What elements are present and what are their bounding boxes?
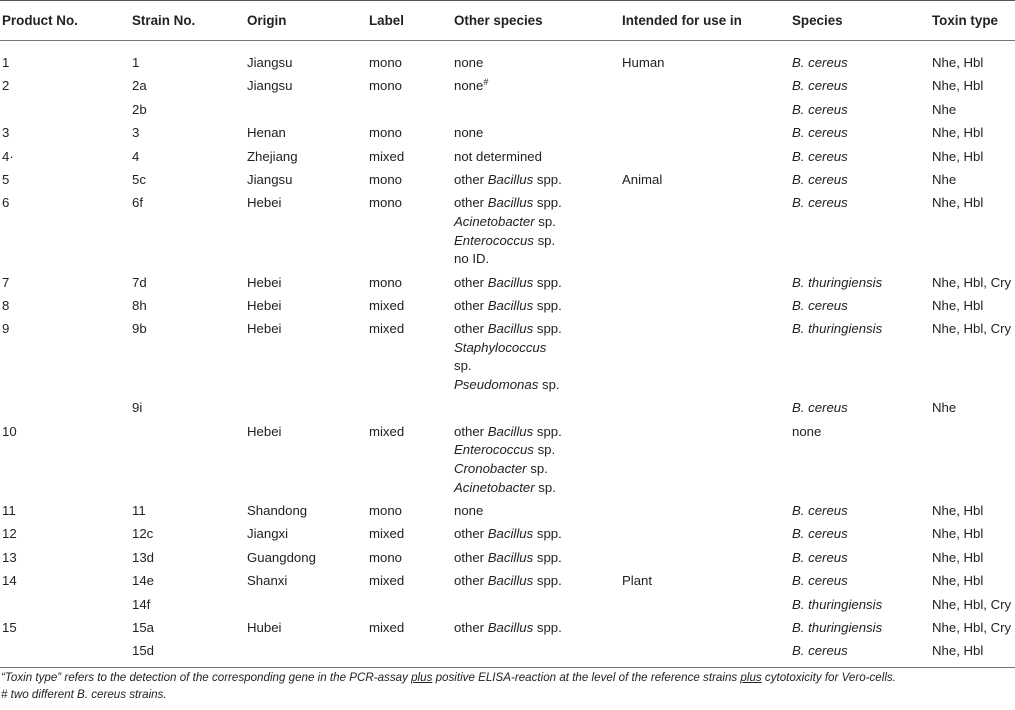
other-species-text: spp. <box>533 297 562 313</box>
origin-cell: Henan <box>247 125 286 141</box>
table-row <box>0 101 1015 124</box>
table-row <box>0 148 1015 171</box>
other-species-text: other <box>454 274 488 290</box>
species-cell: B. cereus <box>792 195 848 211</box>
intended-use-cell <box>620 502 790 525</box>
header-label: Label <box>367 1 452 41</box>
table-row <box>0 320 1015 399</box>
other-species-line <box>454 339 620 358</box>
intended-use-cell <box>620 101 790 124</box>
toxin-type-cell: Nhe, Hbl, Cry <box>932 619 1012 635</box>
other-species-text: Bacillus <box>487 549 534 565</box>
other-species-text: Pseudomonas <box>454 377 539 393</box>
intended-use-cell <box>620 77 790 100</box>
other-species-text: other <box>454 195 488 211</box>
other-species-text: none <box>454 55 484 70</box>
strain-no-cell: 15d <box>130 642 245 667</box>
origin-cell: Jiangsu <box>247 55 293 70</box>
header-species: Species <box>790 1 930 41</box>
strain-no-cell: 1 <box>132 55 140 70</box>
origin-cell: Jiangsu <box>247 171 293 187</box>
label-cell: mono <box>369 195 402 211</box>
other-species-line <box>454 194 620 213</box>
product-no-cell: 5 <box>2 171 10 187</box>
other-species-cell <box>452 619 620 642</box>
intended-use-cell <box>620 399 790 422</box>
label-cell: mixed <box>369 423 405 439</box>
product-no-cell: 2 <box>2 78 10 94</box>
table-row <box>0 297 1015 320</box>
label-cell: mixed <box>369 148 405 164</box>
other-species-cell <box>452 148 620 171</box>
table-row <box>0 549 1015 572</box>
footnote-line-1 <box>1 669 896 686</box>
footnote-line-2: # two different B. cereus strains. <box>1 688 167 701</box>
table-row <box>0 77 1015 100</box>
other-species-line <box>454 250 620 269</box>
table-row <box>0 525 1015 548</box>
species-cell: B. cereus <box>792 125 848 141</box>
table-row <box>0 502 1015 525</box>
toxin-type-cell: Nhe, Hbl <box>932 195 984 211</box>
other-species-cell <box>452 194 620 273</box>
other-species-text: Bacillus <box>487 274 534 290</box>
other-species-text: none <box>454 78 484 94</box>
intended-use-cell <box>620 642 790 667</box>
species-cell: B. thuringiensis <box>792 619 883 635</box>
species-cell: B. thuringiensis <box>792 274 883 290</box>
other-species-text: Enterococcus <box>454 232 534 248</box>
origin-cell: Hubei <box>247 619 282 635</box>
other-species-text: Staphylococcus <box>454 339 547 355</box>
other-species-text: sp. <box>454 358 472 374</box>
toxin-type-cell: Nhe, Hbl <box>932 297 984 313</box>
other-species-text: Bacillus <box>487 195 534 211</box>
species-cell: B. thuringiensis <box>792 596 883 612</box>
label-cell: mono <box>369 171 402 187</box>
origin-cell: Zhejiang <box>247 148 298 164</box>
intended-use-cell <box>620 320 790 399</box>
other-species-line <box>454 213 620 232</box>
origin-cell <box>245 399 367 422</box>
product-no-cell: 15 <box>2 619 17 635</box>
other-species-cell <box>452 41 620 78</box>
other-species-line <box>454 77 620 96</box>
origin-cell: Hebei <box>247 321 282 337</box>
species-cell: none <box>792 423 822 439</box>
header-toxin-type: Toxin type <box>930 1 1015 41</box>
other-species-text: other <box>454 297 488 313</box>
origin-cell: Hebei <box>247 297 282 313</box>
product-no-cell: 4· <box>2 148 14 164</box>
product-no-cell: 9 <box>2 321 10 337</box>
other-species-text: none <box>454 125 484 141</box>
table-row <box>0 274 1015 297</box>
label-cell: mixed <box>369 526 405 542</box>
strain-no-cell: 3 <box>132 125 140 141</box>
other-species-cell <box>452 642 620 667</box>
origin-cell: Jiangsu <box>247 78 293 94</box>
table-row <box>0 124 1015 147</box>
other-species-text: Bacillus <box>487 619 534 635</box>
strain-no-cell: 7d <box>132 274 147 290</box>
toxin-type-cell: Nhe, Hbl, Cry <box>932 321 1012 337</box>
other-species-text: Acinetobacter <box>454 479 535 495</box>
other-species-line <box>454 54 620 73</box>
origin-cell <box>245 596 367 619</box>
footnote-emphasis: plus <box>740 671 762 684</box>
table-row <box>0 642 1015 667</box>
other-species-text: Bacillus <box>487 321 534 337</box>
other-species-cell <box>452 77 620 100</box>
intended-use-cell <box>620 596 790 619</box>
other-species-text: Acinetobacter <box>454 213 535 229</box>
product-no-cell <box>0 642 130 667</box>
species-cell: B. thuringiensis <box>792 321 883 337</box>
intended-use-cell: Human <box>622 55 665 70</box>
other-species-text: sp. <box>533 442 556 458</box>
other-species-text: spp. <box>533 619 562 635</box>
other-species-text: spp. <box>533 274 562 290</box>
other-species-text: other <box>454 526 488 542</box>
toxin-type-cell: Nhe, Hbl <box>932 55 984 70</box>
strain-no-cell: 13d <box>132 549 155 565</box>
origin-cell: Jiangxi <box>247 526 289 542</box>
other-species-text: sp. <box>534 213 556 229</box>
toxin-type-cell: Nhe, Hbl <box>930 642 1015 667</box>
label-cell: mono <box>369 274 402 290</box>
species-cell: B. cereus <box>790 642 930 667</box>
label-cell: mixed <box>369 573 405 589</box>
other-species-cell <box>452 549 620 572</box>
toxin-type-cell: Nhe <box>932 171 957 187</box>
other-species-text: Bacillus <box>487 526 534 542</box>
product-no-cell <box>0 399 130 422</box>
table-row <box>0 171 1015 194</box>
other-species-text: sp. <box>534 479 556 495</box>
other-species-text: spp. <box>533 526 562 542</box>
table-row <box>0 41 1015 78</box>
header-origin: Origin <box>245 1 367 41</box>
other-species-line <box>454 297 620 316</box>
label-cell: mono <box>369 55 402 70</box>
strain-no-cell: 14f <box>132 596 151 612</box>
label-cell <box>367 399 452 422</box>
other-species-line <box>454 525 620 544</box>
product-no-cell: 11 <box>2 503 16 519</box>
toxin-type-cell: Nhe, Hbl <box>932 125 984 141</box>
product-no-cell: 12 <box>2 526 17 542</box>
other-species-cell <box>452 572 620 595</box>
other-species-line <box>454 357 620 376</box>
other-species-text: other <box>454 423 488 439</box>
origin-cell <box>245 642 367 667</box>
other-species-text: spp. <box>533 171 562 187</box>
other-species-text: spp. <box>533 423 562 439</box>
other-species-text: sp. <box>538 377 560 393</box>
strain-no-cell: 8h <box>132 297 147 313</box>
other-species-cell <box>452 525 620 548</box>
label-cell: mixed <box>369 297 405 313</box>
other-species-text: Bacillus <box>487 573 534 589</box>
other-species-line <box>454 479 620 498</box>
table-header <box>0 1 1015 41</box>
header-other-species: Other species <box>452 1 620 41</box>
species-cell: B. cereus <box>792 549 848 565</box>
product-no-cell: 3 <box>2 125 10 141</box>
toxin-type-cell: Nhe, Hbl <box>932 573 984 589</box>
table-row <box>0 596 1015 619</box>
toxin-type-cell: Nhe, Hbl <box>932 549 984 565</box>
species-cell: B. cereus <box>792 573 848 589</box>
footnote-emphasis: plus <box>411 671 433 684</box>
label-cell: mono <box>369 125 402 141</box>
footnote-text: “Toxin type” refers to the detection of the corresponding gene in the PCR-assay <box>1 671 412 684</box>
label-cell <box>367 596 452 619</box>
other-species-line <box>454 171 620 190</box>
species-cell: B. cereus <box>792 55 848 70</box>
table-row <box>0 572 1015 595</box>
header-intended-use: Intended for use in <box>620 1 790 41</box>
other-species-line <box>454 572 620 591</box>
other-species-line <box>454 460 620 479</box>
header-product-no: Product No. <box>0 1 130 41</box>
strain-no-cell: 9b <box>132 321 147 337</box>
label-cell: mono <box>369 78 402 94</box>
strain-no-cell: 6f <box>132 195 143 211</box>
origin-cell: Hebei <box>247 423 282 439</box>
product-no-cell: 14 <box>2 573 17 589</box>
other-species-line <box>454 124 620 143</box>
product-no-cell: 7 <box>2 274 10 290</box>
other-species-text: spp. <box>533 321 562 337</box>
other-species-text: Bacillus <box>487 171 534 187</box>
product-no-cell: 1 <box>2 55 10 70</box>
other-species-cell <box>452 399 620 422</box>
other-species-line <box>454 619 620 638</box>
product-no-cell: 8 <box>2 297 10 313</box>
other-species-text: none <box>454 503 484 519</box>
other-species-cell <box>452 101 620 124</box>
other-species-text: spp. <box>533 549 562 565</box>
origin-cell: Guangdong <box>247 549 316 565</box>
origin-cell: Shanxi <box>247 573 288 589</box>
species-cell: B. cereus <box>792 297 848 313</box>
species-cell: B. cereus <box>792 101 848 117</box>
intended-use-cell <box>620 423 790 502</box>
product-no-cell <box>0 101 130 124</box>
species-cell: B. cereus <box>792 171 848 187</box>
strain-no-cell: 4 <box>132 148 140 164</box>
strain-no-cell: 2a <box>132 78 147 94</box>
table-row <box>0 619 1015 642</box>
other-species-cell <box>452 502 620 525</box>
origin-cell: Hebei <box>247 274 282 290</box>
toxin-type-cell: Nhe, Hbl <box>932 78 984 94</box>
other-species-line <box>454 441 620 460</box>
other-species-text: not determined <box>454 148 542 164</box>
table-row <box>0 194 1015 273</box>
intended-use-cell <box>620 194 790 273</box>
other-species-line <box>454 502 620 521</box>
other-species-line <box>454 376 620 395</box>
table-footnote <box>1 669 896 703</box>
footnote-text: cytotoxicity for Vero-cells. <box>761 671 896 684</box>
other-species-cell <box>452 297 620 320</box>
label-cell <box>367 642 452 667</box>
other-species-line <box>454 423 620 442</box>
toxin-type-cell: Nhe <box>932 400 957 416</box>
product-no-cell: 13 <box>2 549 17 565</box>
other-species-line <box>454 148 620 167</box>
toxin-type-cell: Nhe, Hbl <box>932 526 984 542</box>
intended-use-cell <box>620 297 790 320</box>
intended-use-cell <box>620 619 790 642</box>
label-cell <box>367 101 452 124</box>
other-species-text: no ID. <box>454 251 490 267</box>
strain-no-cell <box>130 423 245 502</box>
other-species-text: Enterococcus <box>454 442 534 458</box>
other-species-text: other <box>454 619 488 635</box>
origin-cell: Hebei <box>247 195 282 211</box>
other-species-text: other <box>454 573 488 589</box>
toxin-type-cell: Nhe, Hbl, Cry <box>932 274 1012 290</box>
table-row <box>0 399 1015 422</box>
species-cell: B. cereus <box>792 78 848 94</box>
origin-cell: Shandong <box>247 503 308 519</box>
product-no-cell: 6 <box>2 195 10 211</box>
toxin-type-cell: Nhe <box>932 101 957 117</box>
strain-no-cell: 14e <box>132 573 155 589</box>
intended-use-cell: Animal <box>622 171 663 187</box>
other-species-cell <box>452 274 620 297</box>
other-species-text: Cronobacter <box>454 461 527 477</box>
species-cell: B. cereus <box>792 400 848 416</box>
header-strain-no: Strain No. <box>130 1 245 41</box>
toxin-type-cell: Nhe, Hbl <box>932 503 984 519</box>
product-no-cell <box>0 596 130 619</box>
product-no-cell: 10 <box>2 423 17 439</box>
other-species-cell <box>452 171 620 194</box>
toxin-type-cell <box>930 423 1015 502</box>
intended-use-cell <box>620 274 790 297</box>
other-species-text: spp. <box>533 195 562 211</box>
strain-no-cell: 15a <box>132 619 155 635</box>
species-cell: B. cereus <box>792 526 848 542</box>
intended-use-cell <box>620 549 790 572</box>
table-body <box>0 41 1015 668</box>
other-species-cell <box>452 320 620 399</box>
other-species-text: spp. <box>533 573 562 589</box>
intended-use-cell <box>620 148 790 171</box>
footnote-mark: # <box>483 77 489 88</box>
other-species-line <box>454 320 620 339</box>
label-cell: mixed <box>369 321 405 337</box>
other-species-text: sp. <box>533 232 556 248</box>
footnote-text: positive ELISA-reaction at the level of the reference strains <box>432 671 741 684</box>
intended-use-cell <box>620 124 790 147</box>
label-cell: mono <box>369 549 402 565</box>
toxin-type-cell: Nhe, Hbl <box>932 148 984 164</box>
other-species-text: sp. <box>526 461 548 477</box>
intended-use-cell: Plant <box>622 573 653 589</box>
other-species-cell <box>452 596 620 619</box>
other-species-text: Bacillus <box>487 423 534 439</box>
other-species-cell <box>452 423 620 502</box>
label-cell: mono <box>369 503 402 519</box>
intended-use-cell <box>620 525 790 548</box>
other-species-text: Bacillus <box>487 297 534 313</box>
strain-no-cell: 12c <box>132 526 154 542</box>
species-cell: B. cereus <box>792 148 848 164</box>
strain-no-cell: 9i <box>132 400 143 416</box>
origin-cell <box>245 101 367 124</box>
other-species-text: other <box>454 321 488 337</box>
other-species-line <box>454 274 620 293</box>
other-species-text: other <box>454 171 488 187</box>
strain-no-cell: 11 <box>132 503 146 519</box>
label-cell: mixed <box>369 619 405 635</box>
species-cell: B. cereus <box>792 503 848 519</box>
strain-no-cell: 2b <box>132 101 147 117</box>
other-species-line <box>454 549 620 568</box>
other-species-cell <box>452 124 620 147</box>
table-row <box>0 423 1015 502</box>
strain-no-cell: 5c <box>132 171 146 187</box>
other-species-line <box>454 232 620 251</box>
other-species-text: other <box>454 549 488 565</box>
toxin-type-cell: Nhe, Hbl, Cry <box>932 596 1012 612</box>
